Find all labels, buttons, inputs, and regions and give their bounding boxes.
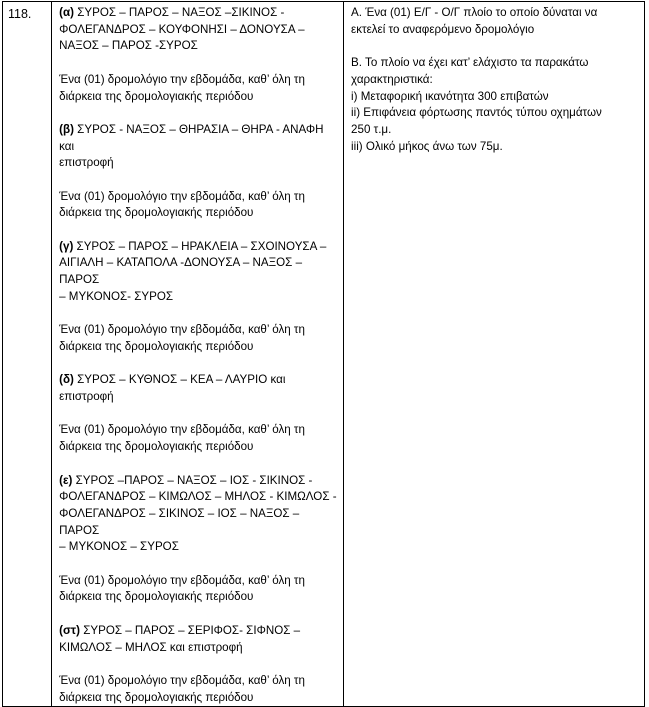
routes-list [52, 2, 343, 706]
route-label: (γ) [59, 239, 74, 253]
route-text: ΣΥΡΟΣ –ΠΑΡΟΣ – ΝΑΞΟΣ – ΙΟΣ - ΣΙΚΙΝΟΣ - [72, 473, 313, 487]
requirement-b-line: ii) Επιφάνεια φόρτωσης παντός τύπου οχημάτων [351, 106, 602, 120]
routes-cell [52, 2, 344, 707]
requirement-b-line: χαρακτηριστικά: [351, 72, 433, 86]
spacer [59, 406, 337, 423]
requirement-a-line: Α. Ένα (01) Ε/Γ - Ο/Γ πλοίο το οποίο δύναται να [351, 6, 598, 19]
frequency-line: Ένα (01) δρομολόγιο την εβδομάδα, καθ’ όλη τη [59, 189, 305, 203]
route-line [59, 122, 337, 155]
route-line: ΦΟΛΕΓΑΝΔΡΟΣ – ΣΙΚΙΝΟΣ – ΙΟΣ – ΝΑΞΟΣ – ΠΑΡΟΣ [59, 506, 300, 537]
frequency-line: διάρκεια της δρομολογιακής περιόδου [59, 89, 254, 103]
requirement-b-line: i) Μεταφορική ικανότητα 300 επιβατών [351, 89, 549, 103]
frequency-line: Ένα (01) δρομολόγιο την εβδομάδα, καθ’ όλη τη [59, 673, 305, 687]
spacer [59, 356, 337, 373]
requirement-b-line: iii) Ολικό μήκος άνω των 75μ. [351, 139, 503, 153]
table-row [3, 2, 645, 707]
row-number: 118. [8, 7, 32, 21]
route-line [59, 372, 337, 405]
spacer [59, 556, 337, 573]
route-text: ΣΥΡΟΣ – ΠΑΡΟΣ – ΣΕΡΙΦΟΣ- ΣΙΦΝΟΣ – [79, 623, 301, 637]
requirement-b-line: 250 τ.μ. [351, 122, 392, 136]
route-text: ΣΥΡΟΣ – ΚΥΘΝΟΣ – ΚΕΑ – ΛΑΥΡΙΟ και επιστροφή [59, 373, 286, 404]
spacer [59, 306, 337, 323]
route-line: ΦΟΛΕΓΑΝΔΡΟΣ – ΚΙΜΩΛΟΣ – ΜΗΛΟΣ - ΚΙΜΩΛΟΣ - [59, 490, 337, 504]
route-line [59, 473, 337, 490]
routes-table [2, 1, 645, 707]
route-text: ΣΥΡΟΣ - ΝΑΞΟΣ – ΘΗΡΑΣΙΑ – ΘΗΡΑ - ΑΝΑΦΗ και [59, 122, 324, 153]
frequency-line: διάρκεια της δρομολογιακής περιόδου [59, 206, 254, 220]
frequency-line: διάρκεια της δρομολογιακής περιόδου [59, 690, 254, 704]
spacer [59, 456, 337, 473]
spacer [59, 606, 337, 623]
frequency-line: Ένα (01) δρομολόγιο την εβδομάδα, καθ’ όλη τη [59, 423, 305, 437]
spacer [59, 55, 337, 72]
spacer [59, 222, 337, 239]
frequency-line: Ένα (01) δρομολόγιο την εβδομάδα, καθ’ όλη τη [59, 573, 305, 587]
route-line: ΚΙΜΩΛΟΣ – ΜΗΛΟΣ και επιστροφή [59, 640, 243, 654]
requirements-cell [344, 2, 645, 707]
route-label: (δ) [59, 373, 74, 387]
spacer [59, 656, 337, 673]
route-label: (α) [59, 6, 74, 19]
route-label: (ε) [59, 473, 73, 487]
route-text: ΣΥΡΟΣ – ΠΑΡΟΣ – ΝΑΞΟΣ –ΣΙΚΙΝΟΣ - [74, 6, 285, 19]
route-label: (στ) [59, 623, 80, 637]
route-line: – ΜΥΚΟΝΟΣ – ΣΥΡΟΣ [59, 540, 179, 554]
route-line [59, 623, 337, 640]
frequency-line: Ένα (01) δρομολόγιο την εβδομάδα, καθ’ όλη τη [59, 323, 305, 337]
route-line [59, 239, 337, 256]
route-label: (β) [59, 122, 74, 136]
spacer [59, 105, 337, 122]
spacer [351, 38, 638, 55]
route-line: ΑΙΓΙΑΛΗ – ΚΑΤΑΠΟΛΑ -ΔΟΝΟΥΣΑ – ΝΑΞΟΣ –ΠΑΡΟΣ [59, 256, 303, 287]
frequency-line: διάρκεια της δρομολογιακής περιόδου [59, 440, 254, 454]
requirement-b-line: Β. Το πλοίο να έχει κατ’ ελάχιστο τα παρακάτω [351, 56, 589, 70]
route-line [59, 5, 337, 22]
requirement-a-line: εκτελεί το αναφερόμενο δρομολόγιο [351, 22, 535, 36]
frequency-line: διάρκεια της δρομολογιακής περιόδου [59, 590, 254, 604]
route-text: ΣΥΡΟΣ – ΠΑΡΟΣ – ΗΡΑΚΛΕΙΑ – ΣΧΟΙΝΟΥΣΑ – [73, 239, 327, 253]
spacer [59, 172, 337, 189]
row-number-cell [3, 2, 52, 707]
route-line: επιστροφή [59, 156, 114, 170]
frequency-line: διάρκεια της δρομολογιακής περιόδου [59, 339, 254, 353]
route-line: ΝΑΞΟΣ – ΠΑΡΟΣ -ΣΥΡΟΣ [59, 39, 198, 53]
frequency-line: Ένα (01) δρομολόγιο την εβδομάδα, καθ’ όλη τη [59, 72, 305, 86]
route-line: – ΜΥΚΟΝΟΣ- ΣΥΡΟΣ [59, 289, 174, 303]
route-line: ΦΟΛΕΓΑΝΔΡΟΣ – ΚΟΥΦΟΝΗΣΙ – ΔΟΝΟΥΣΑ – [59, 22, 305, 36]
requirements-list [344, 2, 644, 155]
